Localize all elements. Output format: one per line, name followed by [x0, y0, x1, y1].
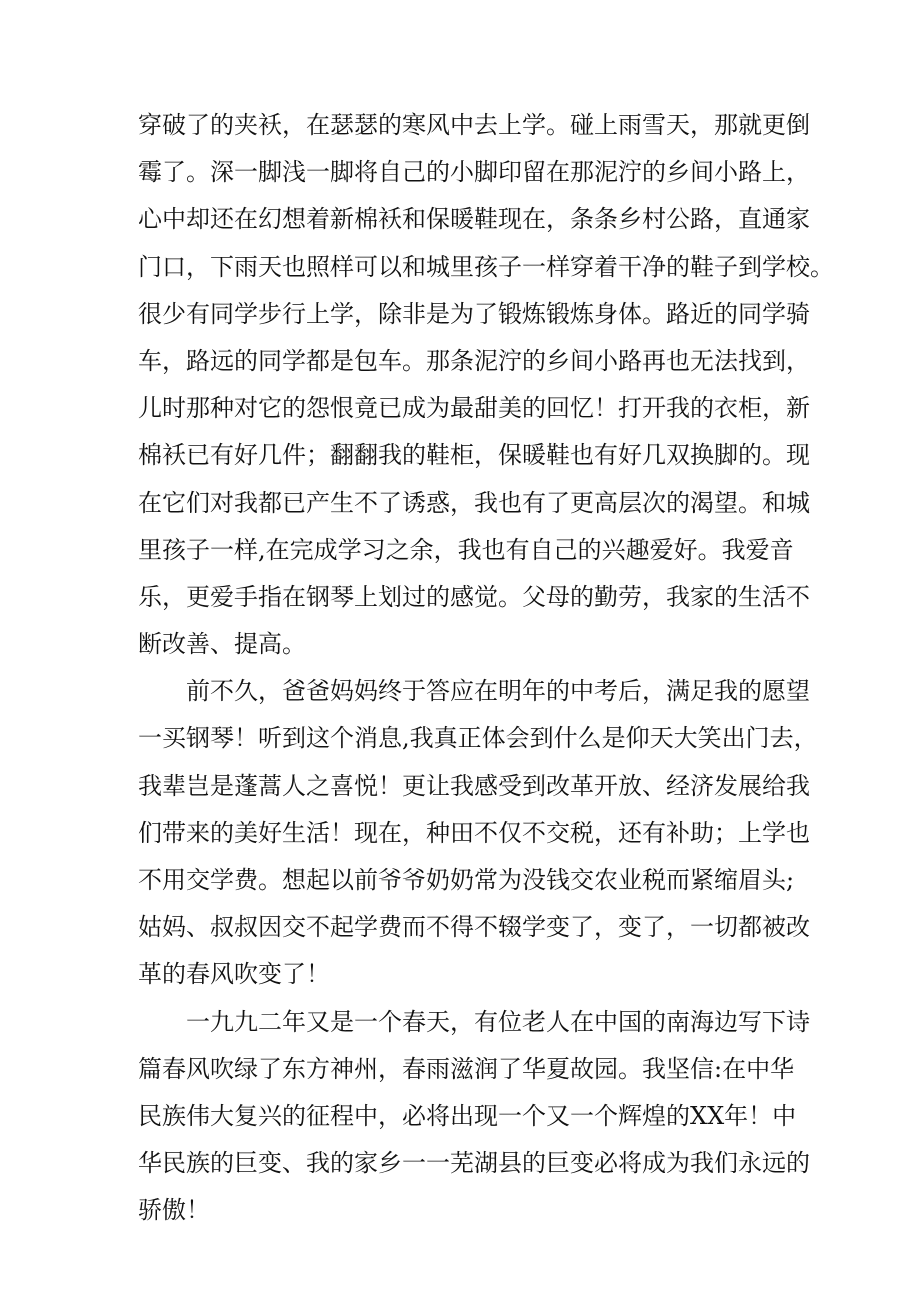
paragraph-3	[138, 999, 810, 1235]
text-line: 们带来的美好生活！现在，种田不仅不交税，还有补助；上学也	[138, 818, 810, 847]
text-line: 一买钢琴！听到这个消息,我真正体会到什么是仰天大笑出门去，	[138, 724, 818, 753]
text-line: 篇春风吹绿了东方神州，春雨滋润了华夏故园。我坚信:在中华	[138, 1054, 795, 1083]
text-line: 前不久，爸爸妈妈终于答应在明年的中考后，满足我的愿望	[186, 677, 810, 706]
text-line: 不用交学费。想起以前爷爷奶奶常为没钱交农业税而紧缩眉头;	[138, 866, 795, 894]
text-line: 很少有同学步行上学，除非是为了锻炼锻炼身体。路近的同学骑	[138, 299, 810, 328]
text-line: 革的春风吹变了！	[138, 960, 330, 989]
text-line: 棉袄已有好几件；翻翻我的鞋柜，保暖鞋也有好几双换脚的。现	[138, 441, 810, 470]
text-line: 一九九二年又是一个春天，有位老人在中国的南海边写下诗	[186, 1007, 810, 1036]
text-line: 穿破了的夹袄，在瑟瑟的寒风中去上学。碰上雨雪天，那就更倒	[138, 111, 810, 139]
text-line: 在它们对我都已产生不了诱惑，我也有了更高层次的渴望。和城	[138, 488, 810, 517]
text-line: 断改善、提高。	[138, 630, 306, 659]
text-line: 乐，更爱手指在钢琴上划过的感觉。父母的勤劳，我家的生活不	[138, 582, 810, 611]
text-line: 骄傲！	[138, 1196, 210, 1225]
text-line: 姑妈、叔叔因交不起学费而不得不辍学变了，变了，一切都被改	[138, 913, 810, 942]
text-line: 车，路远的同学都是包车。那条泥泞的乡间小路再也无法找到，	[138, 346, 810, 375]
text-line: 我辈岂是蓬蒿人之喜悦！更让我感受到改革开放、经济发展给我	[138, 771, 810, 800]
text-line: 门口，下雨天也照样可以和城里孩子一样穿着干净的鞋子到学校。	[138, 252, 834, 281]
text-line: 霉了。深一脚浅一脚将自己的小脚印留在那泥泞的乡间小路上，	[138, 158, 810, 187]
text-line: 华民族的巨变、我的家乡一一芜湖县的巨变必将成为我们永远的	[138, 1149, 810, 1178]
text-line: 儿时那种对它的怨恨竟已成为最甜美的回忆！打开我的衣柜，新	[138, 394, 810, 423]
text-line: 民族伟大复兴的征程中，必将出现一个又一个辉煌的XX年！中	[138, 1101, 797, 1130]
text-line: 心中却还在幻想着新棉袄和保暖鞋现在，条条乡村公路，直通家	[138, 205, 810, 234]
text-line: 里孩子一样,在完成学习之余，我也有自己的兴趣爱好。我爱音	[138, 535, 794, 564]
document-body	[138, 102, 834, 1235]
paragraph-1	[138, 102, 834, 668]
paragraph-2	[138, 668, 818, 998]
